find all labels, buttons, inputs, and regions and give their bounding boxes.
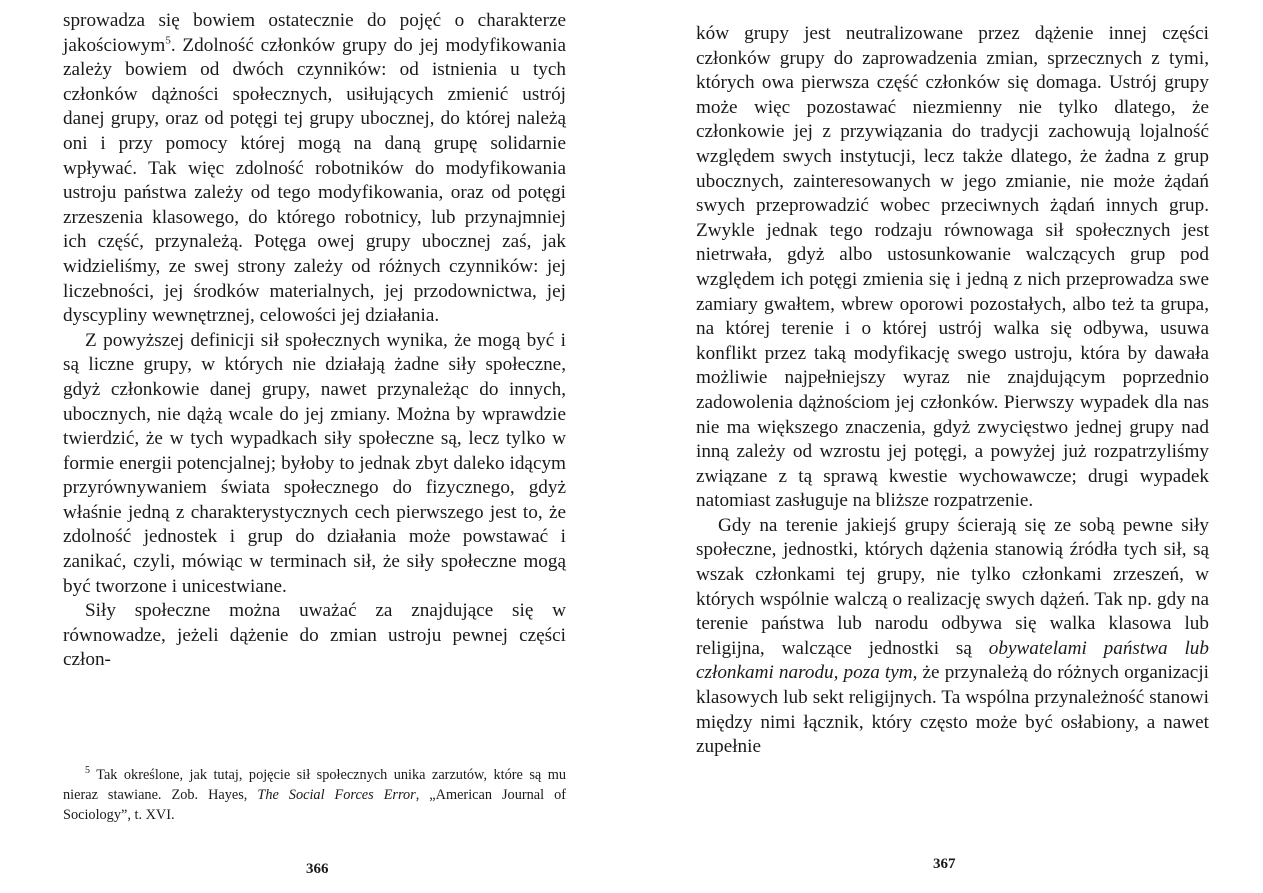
page-number: 366 [306, 861, 329, 877]
paragraph: Gdy na terenie jakiejś grupy ścierają się ze sobą pewne siły społeczne, jednostki, których dążenia stanowią źródła tych sił, są wszak członkami tej grupy, nie tylko członkami zrzeszeń, w których wspólnie walczą o realizację swych dążeń. Tak np. gdy na terenie państwa lub narodu odbywa się walka klasowa lub religijna, walczące jednostki są obywatelami państwa lub członkami narodu, poza tym, że przynależą do różnych organizacji klasowych lub sekt religijnych. Ta wspólna przynależność stanowi między nimi łącznik, który często może być osłabiony, a nawet zupełnie [696, 514, 1209, 758]
page-number: 367 [933, 856, 956, 872]
cited-title: The Social Forces Error [257, 787, 416, 803]
right-page [631, 0, 1263, 893]
footnote-marker: 5 [85, 765, 90, 777]
footnote-reference: 5 [165, 34, 171, 47]
footnote: $^5$ Tak określone, jak tutaj, pojęcie sił społecznych unika zarzutów, które są mu nieraz stawiane. Zob. Hayes, The Social Forces Error, „American Journal of Sociology”, t. XVI. [63, 765, 566, 823]
paragraph: Z powyższej definicji sił społecznych wynika, że mogą być i są liczne grupy, w których nie działają żadne siły społeczne, gdyż członkowie danej grupy, nawet przynależąc do innych, ubocznych, nie dążą wcale do jej zmiany. Można by wprawdzie twierdzić, że w tych wypadkach siły społeczne są, lecz tylko w formie energii potencjalnej; byłoby to jednak zbyt daleko idącym przyrównywaniem świata społecznego do fizycznego, gdyż właśnie jedną z charakterystycznych cech pierwszego jest to, że zdolność jednostek i grup do działania może powstawać i zanikać, czyli, mówiąc w terminach sił, że siły społeczne mogą być tworzone i unicestwiane. [63, 329, 566, 597]
left-page-body [63, 9, 566, 673]
emphasized-text: obywatelami państwa lub członkami narodu, poza tym [696, 637, 1209, 684]
left-page [0, 0, 631, 893]
paragraph: ków grupy jest neutralizowane przez dążenie innej części członków grupy do zaprowadzenia zmian, sprzecznych z tymi, których owa pierwsza część członków się domaga. Ustrój grupy może więc pozostawać niezmienny nie tylko dlatego, że członkowie jej z przywiązania do tradycji zachowują lojalność względem swych instytucji, lecz także dlatego, że żadna z grup ubocznych, zainteresowanych w jego zmianie, nie może żądań swych przeprowadzić wobec przeciwnych żądań innych grup. Zwykle jednak tego rodzaju równowaga sił społecznych jest nietrwała, gdyż albo ustosunkowanie walczących grup pod względem ich potęgi zmienia się i jedną z nich przeprowadza swe zamiary gwałtem, wbrew oporowi pozostałych, albo też ta grupa, na której terenie i o której ustrój walka się odbywa, usuwa konflikt przez taką modyfikację swego ustroju, która by dawała możliwie najpełniejszy wyraz nie znajdującym poprzednio zadowolenia dążnościom jej członków. Pierwszy wypadek dla nas nie ma większego znaczenia, gdyż zwycięstwo jednej grupy nad inną zależy od wzrostu jej potęgi, a powyżej już rozpatrzyliśmy związane z tą sprawą kwestie wychowawcze; drugi wypadek natomiast zasługuje na bliższe rozpatrzenie. [696, 23, 1209, 512]
paragraph: Siły społeczne można uważać za znajdujące się w równowadze, jeżeli dążenie do zmian ustroju pewnej części człon- [63, 600, 566, 671]
right-page-body [696, 22, 1209, 760]
paragraph: sprowadza się bowiem ostatecznie do pojęć o charakterze jakościowym$^5$. Zdolność członków grupy do jej modyfikowania zależy bowiem od dwóch czynników: od istnienia u tych członków dążności społecznych, usiłujących zmienić ustrój danej grupy, oraz od potęgi tej grupy ubocznej, do której należą oni i przy pomocy której mogą na daną grupę solidarnie wpływać. Tak więc zdolność robotników do modyfikowania ustroju państwa zależy od tego modyfikowania, oraz od potęgi zrzeszenia klasowego, do którego robotnicy, lub przynajmniej ich część, przynależą. Potęga owej grupy ubocznej zaś, jak widzieliśmy, ze swej strony zależy od różnych czynników: jej liczebności, jej środków materialnych, jej przodownictwa, jej dyscypliny wewnętrznej, celowości jej działania. [63, 10, 566, 327]
